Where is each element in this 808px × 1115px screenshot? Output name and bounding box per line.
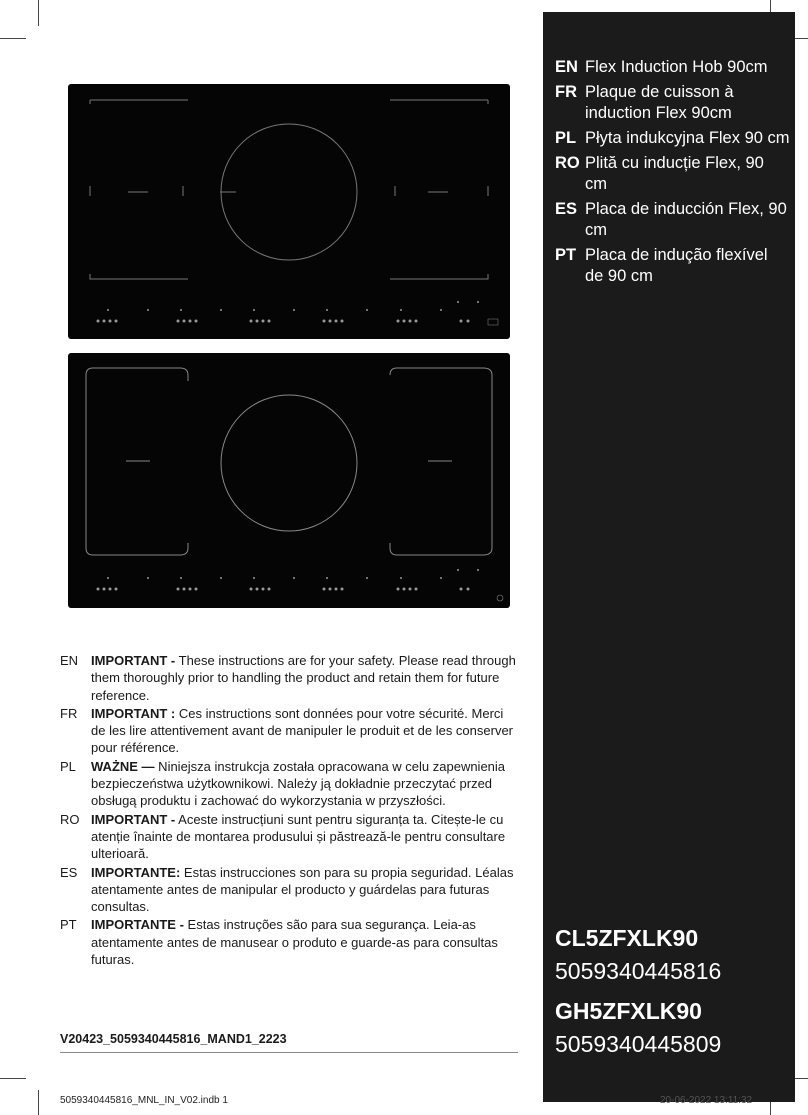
notice-lang: PT: [60, 917, 77, 933]
notice-body: [91, 916, 520, 968]
notice-lang: ES: [60, 864, 78, 880]
footer-filename: 5059340445816_MNL_IN_V02.indb 1: [60, 1095, 228, 1106]
notice-ro: [60, 811, 520, 863]
notice-heading: IMPORTANTE -: [91, 917, 184, 933]
notice-body: [91, 652, 520, 704]
product-sidebar: [543, 12, 795, 1102]
title-en: [555, 57, 790, 78]
crop-mark: [38, 0, 39, 26]
notice-text: Aceste instrucțiuni sunt pentru siguranța ta. Citește-le cu atenție înainte de montarea produsului și păstrează-le pentru consultare ulterioară.: [91, 811, 506, 862]
title-text: Placa de indução flexível de 90 cm: [585, 246, 768, 285]
notice-text: These instructions are for your safety. Please read through them thoroughly prior to handling the product and retain them for future reference.: [91, 653, 516, 703]
title-lang: PT: [555, 246, 577, 264]
notice-es: [60, 864, 520, 916]
notice-lang: PL: [60, 758, 76, 774]
title-pl: [555, 128, 790, 149]
notice-body: [91, 705, 520, 757]
title-text: Placa de inducción Flex, 90 cm: [585, 200, 787, 239]
title-es: [555, 199, 790, 241]
hob-2-drawing: [68, 353, 510, 608]
title-lang: RO: [555, 154, 580, 172]
crop-mark: [0, 1078, 26, 1079]
notice-lang: RO: [60, 811, 80, 827]
notice-lang: FR: [60, 705, 78, 721]
title-pt: [555, 245, 790, 287]
title-text: Flex Induction Hob 90cm: [585, 58, 768, 76]
notice-text: Estas instruções são para sua segurança. Leia-as atentamente antes de manusear o produto e guarde-as para consultas futuras.: [91, 917, 498, 968]
notice-heading: IMPORTANTE:: [91, 864, 181, 880]
notice-pl: [60, 758, 520, 810]
crop-mark: [0, 38, 26, 39]
crop-mark: [38, 1090, 39, 1115]
notice-body: [91, 758, 520, 810]
product-titles: [555, 57, 790, 291]
notice-fr: [60, 705, 520, 757]
notice-body: [91, 811, 520, 863]
notice-pt: [60, 916, 520, 968]
title-text: Płyta indukcyjna Flex 90 cm: [585, 129, 790, 147]
title-lang: FR: [555, 83, 577, 101]
title-ro: [555, 153, 790, 195]
notice-heading: IMPORTANT -: [91, 811, 176, 827]
notice-heading: IMPORTANT -: [91, 653, 176, 668]
notice-text: Ces instructions sont données pour votre sécurité. Merci de les lire attentivement avant de manipuler le produit et de les conserver pour référence.: [91, 705, 514, 756]
model-ean: 5059340445816: [555, 958, 722, 984]
title-lang: ES: [555, 200, 578, 218]
safety-notices: [60, 652, 520, 969]
title-text: Plită cu inducție Flex, 90 cm: [585, 154, 764, 193]
hob-image-2: [68, 353, 510, 608]
title-fr: [555, 82, 790, 124]
title-lang: PL: [555, 129, 577, 147]
title-text: Plaque de cuisson à induction Flex 90cm: [585, 83, 734, 122]
hob-image-1: [68, 84, 510, 339]
notice-text: Estas instrucciones son para su propia seguridad. Léalas atentamente antes de manipular el producto y guárdelas para futuras consultas.: [91, 864, 514, 915]
hob-1-drawing: [68, 84, 510, 339]
model-name: GH5ZFXLK90: [555, 998, 702, 1024]
footer-date: 20-06-2022 13:11:32: [660, 1095, 753, 1106]
notice-body: [91, 864, 520, 916]
model-ean: 5059340445809: [555, 1031, 722, 1057]
title-lang: EN: [555, 58, 578, 76]
model-name: CL5ZFXLK90: [555, 925, 699, 951]
notice-text: Niniejsza instrukcja została opracowana w celu zapewnienia bezpieczeństwa użytkownikowi. Należy ją dokładnie przeczytać przed obsługą produktu i zachować do wykorzystania w przyszłości.: [91, 758, 506, 809]
document-reference: V20423_5059340445816_MAND1_2223: [60, 1032, 518, 1053]
notice-heading: WAŻNE —: [91, 758, 155, 774]
notice-lang: EN: [60, 653, 79, 668]
notice-en: [60, 652, 520, 704]
notice-heading: IMPORTANT :: [91, 705, 176, 721]
